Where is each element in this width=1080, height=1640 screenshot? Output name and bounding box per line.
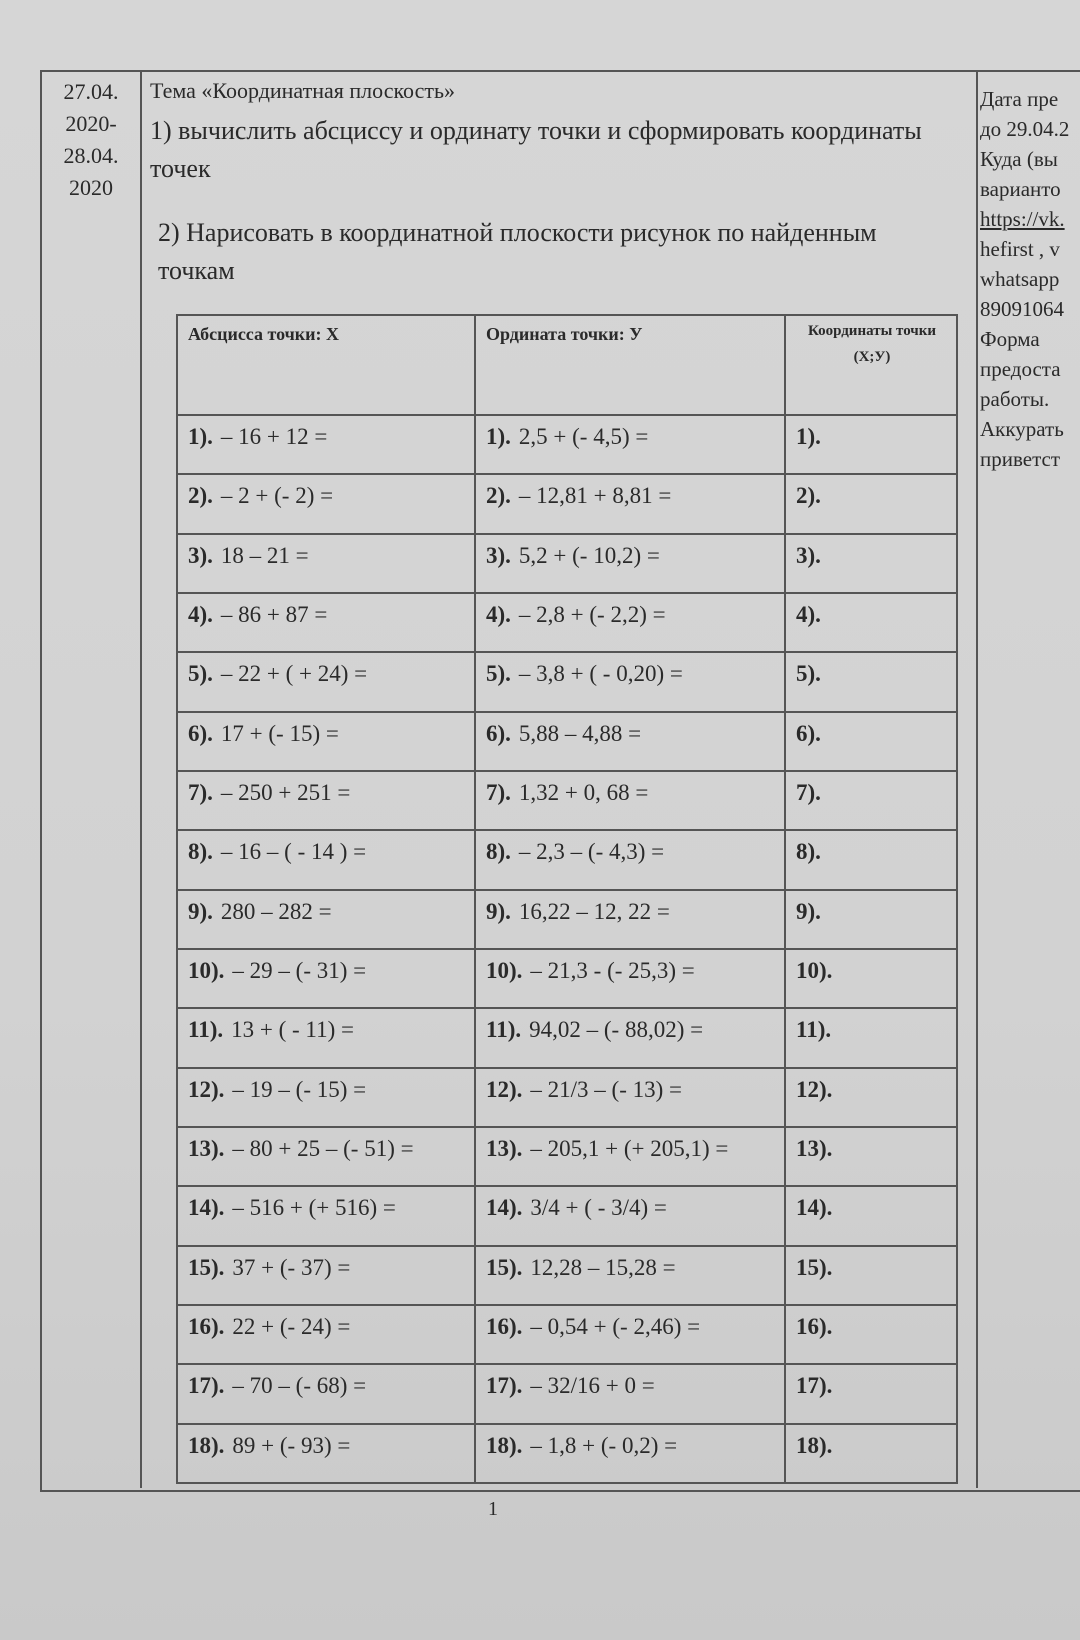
table-row [177,1008,957,1067]
row-number: 4). [796,601,821,627]
row-number: 11). [796,1017,832,1043]
coordinates-cell [785,890,957,949]
side-note-line: Форма [980,327,1040,351]
expression: 2,5 + (- 4,5) = [518,424,649,449]
ordinate-cell [475,474,785,533]
expression: 16,22 – 12, 22 = [518,898,670,924]
side-note-line: приветст [980,447,1061,471]
page-number: 1 [488,1498,498,1520]
table-row [177,652,957,711]
row-number: 3). [796,542,821,568]
ordinate-cell [475,949,785,1008]
coordinates-cell [785,1424,957,1483]
coordinates-cell [785,1008,957,1067]
abscissa-cell [177,830,475,889]
coordinates-cell [785,712,957,771]
date-line: 2020 [69,175,113,200]
expression: 1,32 + 0, 68 = [518,779,649,805]
lesson-dates [52,76,130,204]
row-number: 16). [486,1313,523,1339]
abscissa-cell [177,415,475,474]
abscissa-cell [177,1424,475,1483]
coordinates-cell [785,830,957,889]
date-line: 2020- [65,111,117,136]
abscissa-cell [177,1186,475,1245]
row-number: 13). [188,1135,225,1161]
coordinates-cell [785,1246,957,1305]
expression: – 2,3 – (- 4,3) = [518,839,665,865]
ordinate-cell [475,1305,785,1364]
ordinate-cell [475,1364,785,1423]
side-note-line: работы. [980,387,1050,411]
expression: – 2 + (- 2) = [220,483,334,509]
coordinates-cell [785,652,957,711]
task-2: 2) Нарисовать в координатной плоскости рисунок по найденным точкам [158,218,877,285]
expression: – 16 + 12 = [220,424,328,449]
ordinate-cell [475,593,785,652]
expression: – 250 + 251 = [220,779,351,805]
row-number: 18). [188,1432,225,1458]
coordinates-cell [785,1127,957,1186]
row-number: 10). [188,957,225,983]
row-number: 14). [188,1195,225,1221]
row-number: 2). [188,483,213,509]
row-number: 4). [188,601,213,627]
row-number: 3). [188,542,213,568]
coordinates-cell [785,771,957,830]
side-note-line: whatsapp [980,267,1060,291]
ordinate-cell [475,1008,785,1067]
row-number: 1). [796,424,821,449]
table-row [177,1068,957,1127]
table-row [177,415,957,474]
row-number: 15). [188,1254,225,1280]
coordinates-table [176,314,958,1484]
row-number: 5). [188,661,213,687]
date-line: 28.04. [63,143,119,168]
side-note-line: до 29.04.2 [980,117,1070,141]
expression: 17 + (- 15) = [220,720,339,746]
row-number: 5). [796,661,821,687]
row-number: 6). [486,720,511,746]
table-row [177,771,957,830]
coordinates-cell [785,1364,957,1423]
row-number: 17). [796,1373,833,1399]
row-number: 4). [486,601,511,627]
abscissa-cell [177,1068,475,1127]
abscissa-cell [177,712,475,771]
table-row [177,1305,957,1364]
table-row [177,949,957,1008]
abscissa-cell [177,1008,475,1067]
abscissa-cell [177,593,475,652]
date-line: 27.04. [63,79,119,104]
expression: 22 + (- 24) = [232,1313,351,1339]
row-number: 12). [486,1076,523,1102]
ordinate-cell [475,890,785,949]
coordinates-cell [785,1186,957,1245]
abscissa-cell [177,1305,475,1364]
side-note-line: Куда (вы [980,147,1058,171]
ordinate-cell [475,1127,785,1186]
expression: – 1,8 + (- 0,2) = [530,1432,678,1458]
table-row [177,1186,957,1245]
expression: – 0,54 + (- 2,46) = [530,1313,701,1339]
expression: 3/4 + ( - 3/4) = [530,1195,667,1221]
coordinates-cell [785,1068,957,1127]
expression: 12,28 – 15,28 = [530,1254,676,1280]
side-note-line[interactable]: https://vk. [980,207,1065,231]
abscissa-cell [177,1364,475,1423]
expression: 5,88 – 4,88 = [518,720,642,746]
row-number: 14). [486,1195,523,1221]
row-number: 7). [188,779,213,805]
table-header-row [177,315,957,415]
coordinates-cell [785,949,957,1008]
ordinate-cell [475,1186,785,1245]
table-row [177,1246,957,1305]
side-note-line: предоста [980,357,1061,381]
expression: – 22 + ( + 24) = [220,661,368,687]
side-notes [980,84,1080,474]
abscissa-cell [177,890,475,949]
expression: 13 + ( - 11) = [231,1017,354,1043]
row-number: 9). [486,898,511,924]
abscissa-cell [177,771,475,830]
ordinate-cell [475,652,785,711]
ordinate-cell [475,830,785,889]
coordinates-cell [785,593,957,652]
row-number: 18). [486,1432,523,1458]
row-number: 6). [796,720,821,746]
header-coordinates: Координаты точки (Х;У) [785,315,957,415]
row-number: 9). [796,898,821,924]
expression: – 29 – (- 31) = [232,957,367,983]
table-row [177,1364,957,1423]
row-number: 13). [796,1135,833,1161]
expression: – 205,1 + (+ 205,1) = [530,1135,729,1161]
table-row [177,593,957,652]
expression: – 21/3 – (- 13) = [530,1076,683,1102]
expression: 18 – 21 = [220,542,309,568]
header-abscissa: Абсцисса точки: X [177,315,475,415]
row-number: 7). [796,779,821,805]
row-number: 17). [188,1373,225,1399]
row-number: 12). [188,1076,225,1102]
row-number: 9). [188,898,213,924]
row-number: 17). [486,1373,523,1399]
topic-title: Тема «Координатная плоскость» [150,78,455,103]
ordinate-cell [475,1246,785,1305]
expression: – 70 – (- 68) = [232,1373,367,1399]
expression: – 516 + (+ 516) = [232,1195,396,1221]
expression: – 16 – ( - 14 ) = [220,839,367,865]
table-row [177,474,957,533]
expression: 37 + (- 37) = [232,1254,351,1280]
side-note-line: Дата пре [980,87,1059,111]
ordinate-cell [475,771,785,830]
abscissa-cell [177,1246,475,1305]
row-number: 16). [796,1313,833,1339]
row-number: 8). [486,839,511,865]
expression: – 2,8 + (- 2,2) = [518,601,666,627]
row-number: 5). [486,661,511,687]
ordinate-cell [475,1424,785,1483]
abscissa-cell [177,949,475,1008]
ordinate-cell [475,1068,785,1127]
row-number: 7). [486,779,511,805]
header-ordinate: Ордината точки: У [475,315,785,415]
coordinates-cell [785,1305,957,1364]
coordinates-cell [785,474,957,533]
expression: 5,2 + (- 10,2) = [518,542,660,568]
row-number: 1). [486,424,511,449]
ordinate-cell [475,415,785,474]
row-number: 18). [796,1432,833,1458]
abscissa-cell [177,1127,475,1186]
expression: 280 – 282 = [220,898,332,924]
table-row [177,712,957,771]
coordinates-cell [785,534,957,593]
ordinate-cell [475,712,785,771]
table-row [177,534,957,593]
side-note-line: варианто [980,177,1061,201]
row-number: 15). [486,1254,523,1280]
side-note-line: 89091064 [980,297,1064,321]
date-column [40,70,142,1488]
row-number: 14). [796,1195,833,1221]
ordinate-cell [475,534,785,593]
expression: 94,02 – (- 88,02) = [529,1017,704,1043]
side-note-line: Аккурать [980,417,1064,441]
abscissa-cell [177,534,475,593]
expression: – 21,3 - (- 25,3) = [530,957,695,983]
expression: – 3,8 + ( - 0,20) = [518,661,683,687]
table-row [177,1127,957,1186]
row-number: 3). [486,542,511,568]
row-number: 1). [188,424,213,449]
table-row [177,1424,957,1483]
row-number: 6). [188,720,213,746]
row-number: 10). [486,957,523,983]
task-1: 1) вычислить абсциссу и ординату точки и сформировать координаты точек [150,116,922,183]
table-row [177,830,957,889]
row-number: 10). [796,957,833,983]
row-number: 16). [188,1313,225,1339]
coordinates-cell [785,415,957,474]
expression: 89 + (- 93) = [232,1432,351,1458]
row-number: 15). [796,1254,833,1280]
row-number: 12). [796,1076,833,1102]
row-number: 8). [188,839,213,865]
expression: – 32/16 + 0 = [530,1373,655,1399]
table-row [177,890,957,949]
abscissa-cell [177,474,475,533]
row-number: 2). [796,483,821,509]
row-number: 2). [486,483,511,509]
row-number: 13). [486,1135,523,1161]
expression: – 12,81 + 8,81 = [518,483,672,509]
abscissa-cell [177,652,475,711]
expression: – 19 – (- 15) = [232,1076,367,1102]
row-number: 11). [188,1017,224,1043]
expression: – 80 + 25 – (- 51) = [232,1135,414,1161]
row-number: 11). [486,1017,522,1043]
expression: – 86 + 87 = [220,601,328,627]
side-note-line: hefirst , v [980,237,1060,261]
row-number: 8). [796,839,821,865]
